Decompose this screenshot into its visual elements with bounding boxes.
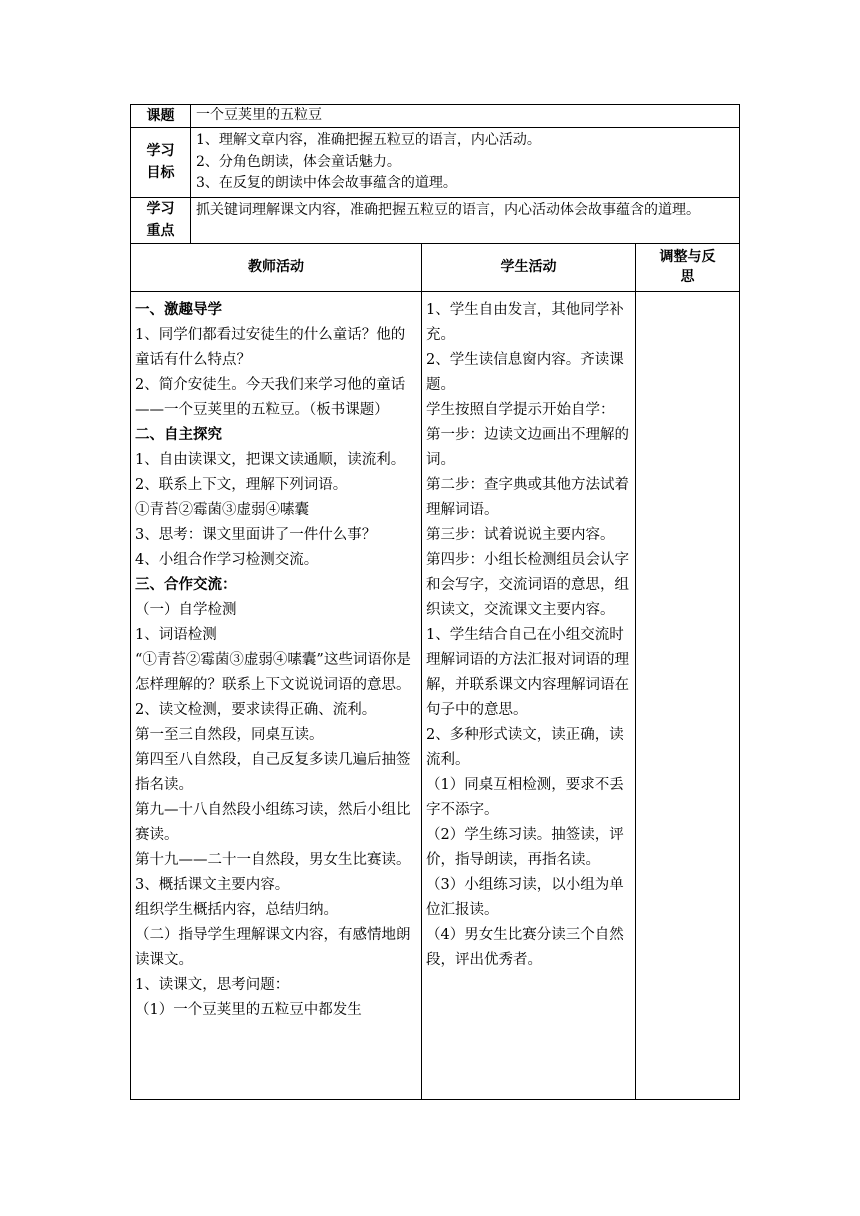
objectives-list <box>191 128 740 198</box>
teacher-line: （二）指导学生理解课文内容，有感情地朗读课文。 <box>135 926 411 968</box>
keypoints-row <box>131 197 740 243</box>
student-line: （3）小组练习读，以小组为单位汇报读。 <box>426 876 624 918</box>
adjust-reflect-header <box>636 243 740 291</box>
teacher-line: （一）自学检测 <box>135 601 237 618</box>
objective-item: 2、分角色朗读，体会童话魅力。 <box>196 153 401 170</box>
activity-header-row <box>131 243 740 291</box>
keypoints-value: 抓关键词理解课文内容，准确把握五粒豆的语言，内心活动体会故事蕴含的道理。 <box>191 197 740 243</box>
teacher-activity-header: 教师活动 <box>131 243 422 291</box>
teacher-line: 组织学生概括内容，总结归纳。 <box>135 901 338 918</box>
objective-item: 1、理解文章内容，准确把握五粒豆的语言，内心活动。 <box>196 132 541 148</box>
student-line: 2、学生读信息窗内容。齐读课题。 <box>426 351 624 393</box>
objectives-label <box>131 128 191 198</box>
teacher-line: “①青苔②霉菌③虚弱④嗉囊”这些词语你是怎样理解的？联系上下文说说词语的意思。 <box>135 651 411 693</box>
teacher-line: 3、概括课文主要内容。 <box>135 876 290 893</box>
student-line: 1、学生结合自己在小组交流时理解词语的方法汇报对词语的理解，并联系课文内容理解词语在句子中的意思。 <box>426 626 629 718</box>
teacher-line: 3、思考：课文里面讲了一件什么事？ <box>135 526 377 543</box>
objective-item: 3、在反复的朗读中体会故事蕴含的道理。 <box>196 175 457 191</box>
lesson-plan-table <box>130 104 740 1100</box>
topic-label: 课题 <box>131 105 191 128</box>
topic-value: 一个豆荚里的五粒豆 <box>191 105 740 128</box>
teacher-line: 1、自由读课文，把课文读通顺，读流利。 <box>135 451 406 468</box>
lesson-plan <box>130 104 739 1100</box>
adjust-header-line1: 调整与反 <box>659 249 716 265</box>
student-line: 1、学生自由发言，其他同学补充。 <box>426 301 624 343</box>
teacher-line: 1、词语检测 <box>135 626 217 643</box>
keypoints-label-line2: 重点 <box>146 223 175 239</box>
objectives-label-line1: 学习 <box>146 143 175 160</box>
section-heading: 二、自主探究 <box>135 426 222 443</box>
keypoints-label <box>131 197 191 243</box>
activity-body-row <box>131 291 740 1099</box>
section-heading: 一、激趣导学 <box>135 301 222 318</box>
teacher-line: ①青苔②霉菌③虚弱④嗉囊 <box>135 501 309 518</box>
student-line: 第一步：边读文边画出不理解的词。 <box>426 426 629 468</box>
teacher-activity-column <box>131 291 422 1099</box>
student-activity-header: 学生活动 <box>422 243 636 291</box>
adjust-reflect-column <box>636 291 740 1099</box>
student-line: 第二步：查字典或其他方法试着理解词语。 <box>426 476 629 518</box>
teacher-line: （1）一个豆荚里的五粒豆中都发生 <box>135 1001 362 1018</box>
teacher-line: 2、简介安徒生。今天我们来学习他的童话——一个豆荚里的五粒豆。（板书课题） <box>135 376 406 418</box>
teacher-line: 2、读文检测，要求读得正确、流利。 <box>135 701 377 718</box>
teacher-line: 1、读课文，思考问题： <box>135 976 290 993</box>
teacher-line: 第四至八自然段，自己反复多读几遍后抽签指名读。 <box>135 751 411 793</box>
teacher-line: 第九—十八自然段小组练习读，然后小组比赛读。 <box>135 801 411 843</box>
teacher-line: 4、小组合作学习检测交流。 <box>135 551 319 568</box>
student-line: 第三步：试着说说主要内容。 <box>426 526 615 543</box>
topic-row <box>131 105 740 128</box>
keypoints-label-line1: 学习 <box>146 201 175 217</box>
teacher-line: 1、同学们都看过安徒生的什么童话？他的童话有什么特点？ <box>135 326 406 368</box>
section-heading: 三、合作交流： <box>135 576 237 593</box>
objectives-row <box>131 128 740 198</box>
teacher-line: 2、联系上下文，理解下列词语。 <box>135 476 348 493</box>
student-line: 2、多种形式读文，读正确，读流利。 <box>426 726 624 768</box>
teacher-line: 第十九——二十一自然段，男女生比赛读。 <box>135 851 411 868</box>
objectives-label-line2: 目标 <box>146 165 175 182</box>
student-line: （2）学生练习读。抽签读，评价，指导朗读，再指名读。 <box>426 826 624 868</box>
student-line: （1）同桌互相检测，要求不丢字不添字。 <box>426 776 624 818</box>
student-line: 第四步：小组长检测组员会认字和会写字，交流词语的意思，组织读文，交流课文主要内容。 <box>426 551 629 618</box>
student-line: 学生按照自学提示开始自学： <box>426 401 615 418</box>
student-line: （4）男女生比赛分读三个自然段，评出优秀者。 <box>426 926 624 968</box>
student-activity-column <box>422 291 636 1099</box>
adjust-header-line2: 思 <box>680 269 695 285</box>
teacher-line: 第一至三自然段，同桌互读。 <box>135 726 324 743</box>
